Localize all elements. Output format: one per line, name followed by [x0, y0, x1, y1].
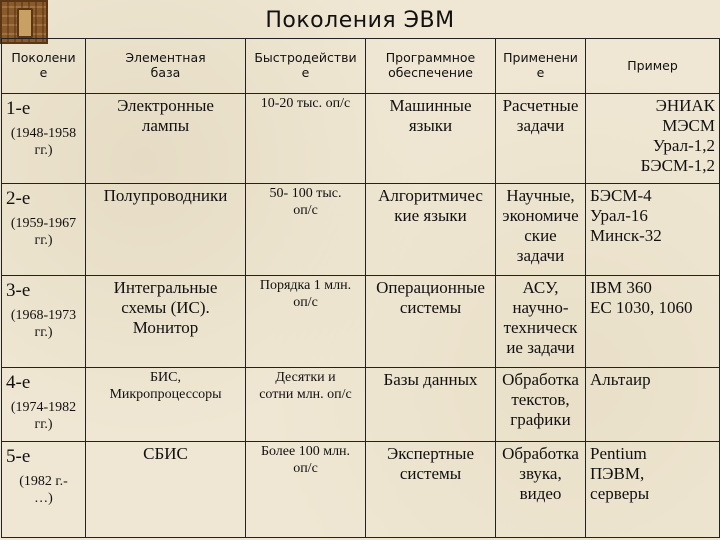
table-row: [2, 184, 720, 276]
application-cell: АСУ, научно- техническ ие задачи: [496, 276, 586, 368]
generation-cell: [2, 184, 86, 276]
generations-table: [1, 38, 720, 538]
generation-label: 1-е: [6, 98, 31, 119]
generation-cell: [2, 442, 86, 538]
generation-cell: [2, 276, 86, 368]
application-cell: Обработка звука, видео: [496, 442, 586, 538]
generation-cell: [2, 368, 86, 442]
header-row: [2, 39, 720, 94]
header-software: Программное обеспечение: [366, 39, 496, 94]
generation-label: 2-е: [6, 188, 31, 209]
table-row: [2, 442, 720, 538]
generation-cell: [2, 94, 86, 184]
page-title: Поколения ЭВМ: [265, 8, 455, 33]
application-cell: Расчетные задачи: [496, 94, 586, 184]
table-row: [2, 276, 720, 368]
example-cell: БЭСМ-4 Урал-16 Минск-32: [586, 184, 720, 276]
software-cell: Базы данных: [366, 368, 496, 442]
generation-label: 4-е: [6, 372, 31, 393]
generation-years: (1982 г.- …): [19, 474, 68, 506]
speed-cell: 50- 100 тыс. оп/с: [246, 184, 366, 276]
element-base-cell: БИС, Микропроцессоры: [86, 368, 246, 442]
header-element-base: Элементная база: [86, 39, 246, 94]
software-cell: Экспертные системы: [366, 442, 496, 538]
generation-years: (1968-1973 гг.): [10, 308, 77, 340]
software-cell: Машинные языки: [366, 94, 496, 184]
element-base-cell: Интегральные схемы (ИС). Монитор: [86, 276, 246, 368]
generation-years: (1959-1967 гг.): [10, 216, 77, 248]
example-cell: Pentium ПЭВМ, серверы: [586, 442, 720, 538]
header-generation: Поколени е: [2, 39, 86, 94]
header-application: Применени е: [496, 39, 586, 94]
speed-cell: Порядка 1 млн. оп/с: [246, 276, 366, 368]
example-cell: Альтаир: [586, 368, 720, 442]
example-cell: ЭНИАК МЭСМ Урал-1,2 БЭСМ-1,2: [586, 94, 720, 184]
element-base-cell: Электронные лампы: [86, 94, 246, 184]
application-cell: Научные, экономиче ские задачи: [496, 184, 586, 276]
header-example: Пример: [586, 39, 720, 94]
generation-label: 3-е: [6, 280, 31, 301]
header-speed: Быстродействи е: [246, 39, 366, 94]
generation-label: 5-е: [6, 446, 31, 467]
table-row: [2, 94, 720, 184]
generation-years: (1948-1958 гг.): [10, 126, 77, 158]
generation-years: (1974-1982 гг.): [10, 400, 77, 432]
software-cell: Алгоритмичес кие языки: [366, 184, 496, 276]
element-base-cell: Полупроводники: [86, 184, 246, 276]
element-base-cell: СБИС: [86, 442, 246, 538]
application-cell: Обработка текстов, графики: [496, 368, 586, 442]
software-cell: Операционные системы: [366, 276, 496, 368]
speed-cell: 10-20 тыс. оп/с: [246, 94, 366, 184]
speed-cell: Десятки и сотни млн. оп/с: [246, 368, 366, 442]
table-row: [2, 368, 720, 442]
speed-cell: Более 100 млн. оп/с: [246, 442, 366, 538]
example-cell: IBM 360 ЕС 1030, 1060: [586, 276, 720, 368]
